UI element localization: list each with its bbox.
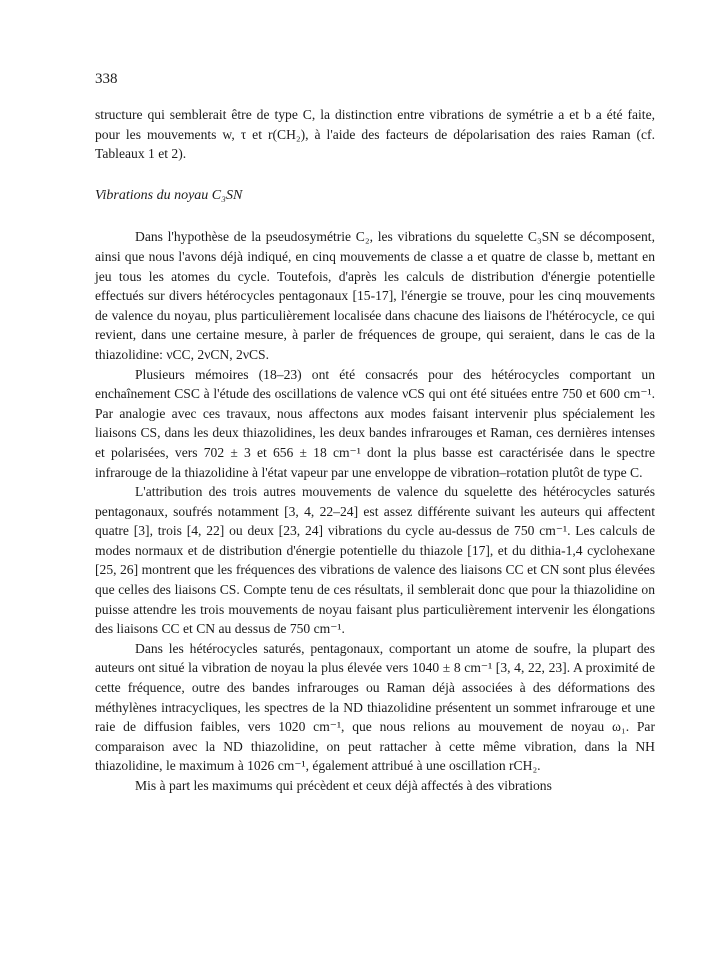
body-paragraph: Plusieurs mémoires (18–23) ont été consacrés pour des hétérocycles comportant un enchaînement CSC à l'étude des oscillations de valence νCS qui ont été situées entre 750 et 600 cm⁻¹. Par analogie avec ces travaux, nous affectons aux modes faisant intervenir plus spécialement les liaisons CS, dans les deux thiazolidines, les deux bandes infrarouges et Raman, ces dernières intenses et polarisées, vers 702 ± 3 et 656 ± 18 cm⁻¹ dont la plus basse est caractérisée dans le spectre infrarouge de la thiazolidine à l'état vapeur par une enveloppe de vibration–rotation plutôt de type C. [95, 366, 655, 480]
intro-paragraph: structure qui semblerait être de type C, la distinction entre vibrations de symétrie a et b a été faite, pour les mouvements w, τ et r(CH₂), à l'aide des facteurs de dépolarisation des raies Raman (cf. Tableaux 1 et 2). [95, 107, 655, 162]
section-heading: Vibrations du noyau C₃SN [95, 187, 243, 203]
body-paragraph: L'attribution des trois autres mouvements de valence du squelette des hétérocycles saturés pentagonaux, soufrés notamment [3, 4, 22–24] est assez différente suivant les auteurs qui affectent quatre [3], trois [4, 22] ou deux [23, 24] vibrations du cycle au-dessus de 750 cm⁻¹. Les calculs de modes normaux et de distribution d'énergie potentielle du thiazole [17], et du dithia-1,4 cyclohexane [25, 26] montrent que les fréquences des vibrations de valence des liaisons CC et CN sont plus élevées que celles des liaisons CS. Compte tenu de ces résultats, il semblerait donc que pour la thiazolidine on puisse attendre les trois mouvements de noyau faisant plus particulièrement intervenir les élongations des liaisons CC et CN au dessus de 750 cm⁻¹. [95, 484, 655, 637]
document-page [95, 70, 655, 796]
page-number: 338 [95, 71, 118, 87]
body-paragraph: Dans les hétérocycles saturés, pentagonaux, comportant un atome de soufre, la plupart des auteurs ont situé la vibration de noyau la plus élevée vers 1040 ± 8 cm⁻¹ [3, 4, 22, 23]. A proximité de cette fréquence, outre des bandes infrarouges ou Raman déjà associées à des déformations des méthylènes intracycliques, les spectres de la ND thiazolidine présentent un sommet infrarouge et une raie de diffusion faibles, vers 1020 cm⁻¹, que nous relions au mouvement de noyau ω₁. Par comparaison avec la ND thiazolidine, on peut rattacher à cette même vibration, dans la NH thiazolidine, le maximum à 1026 cm⁻¹, également attribué à une oscillation rCH₂. [95, 640, 655, 774]
body-paragraph: Mis à part les maximums qui précèdent et ceux déjà affectés à des vibrations [135, 778, 552, 793]
body-paragraph: Dans l'hypothèse de la pseudosymétrie C₂, les vibrations du squelette C₃SN se décomposent, ainsi que nous l'avons déjà indiqué, en cinq mouvements de classe a et quatre de classe b, mettant en jeu tous les atomes du cycle. Toutefois, d'après les calculs de distribution d'énergie potentielle effectués sur divers hétérocycles pentagonaux [15-17], l'énergie se trouve, pour les cinq mouvements de valence du noyau, plus particulièrement localisée dans chacune des liaisons de l'hétérocycle, ce qui revient, dans une certaine mesure, à parler de fréquences de groupe, qui seraient, dans le cas de la thiazolidine: νCC, 2νCN, 2νCS. [95, 229, 655, 362]
